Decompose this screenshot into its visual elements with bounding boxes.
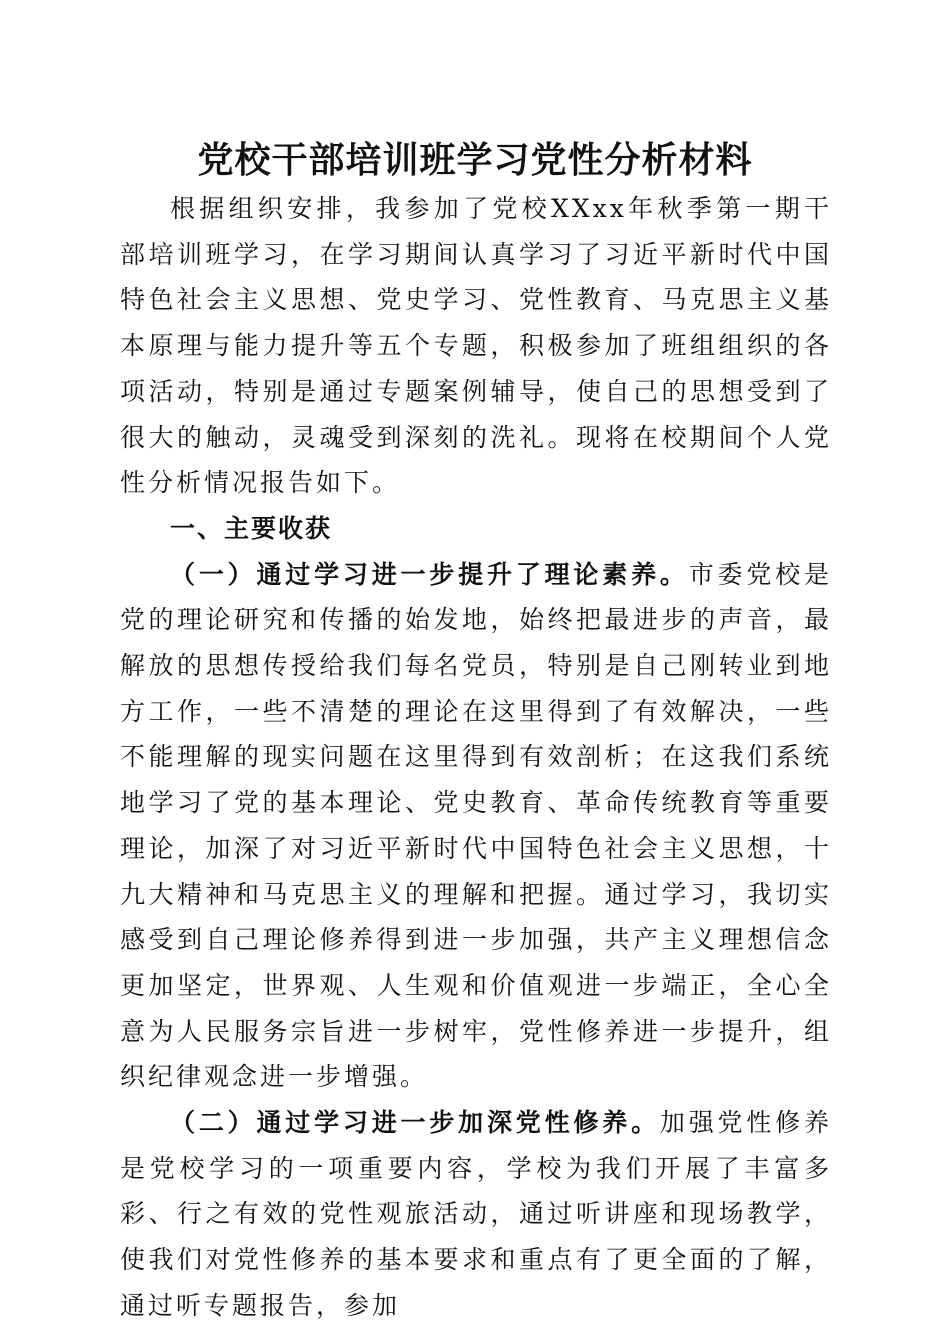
paragraph-item-2 bbox=[120, 1100, 832, 1329]
intro-paragraph: 根据组织安排，我参加了党校XXxx年秋季第一期干部培训班学习，在学习期间认真学习了习近平新时代中国特色社会主义思想、党史学习、党性教育、马克思主义基本原理与能力提升等五个专题，积极参加了班组组织的各项活动，特别是通过专题案例辅导，使自己的思想受到了很大的触动，灵魂受到深刻的洗礼。现将在校期间个人党性分析情况报告如下。 bbox=[120, 194, 832, 498]
item-2-subtitle: （二）通过学习进一步加深党性修养。 bbox=[170, 1108, 660, 1138]
document-title: 党校干部培训班学习党性分析材料 bbox=[197, 139, 753, 181]
item-1-text: 市委党校是党的理论研究和传播的始发地，始终把最进步的声音，最解放的思想传授给我们每名党员，特别是自己刚转业到地方工作，一些不清楚的理论在这里得到了有效解决，一些不能理解的现实问题在这里得到有效剖析；在这我们系统地学习了党的基本理论、党史教育、革命传统教育等重要理论，加深了对习近平新时代中国特色社会主义思想，十九大精神和马克思主义的理解和把握。通过学习，我切实感受到自己理论修养得到进一步加强，共产主义理想信念更加坚定，世界观、人生观和价值观进一步端正，全心全意为人民服务宗旨进一步树牢，党性修养进一步提升，组织纪律观念进一步增强。 bbox=[120, 559, 832, 1092]
item-1-subtitle: （一）通过学习进一步提升了理论素养。 bbox=[170, 559, 689, 589]
document-body bbox=[120, 186, 832, 1329]
section-heading: 一、主要收获 bbox=[170, 513, 333, 543]
paragraph-item-1 bbox=[120, 552, 832, 1100]
item-2-text: 加强党性修养是党校学习的一项重要内容，学校为我们开展了丰富多彩、行之有效的党性观旅活动，通过听讲座和现场教学，使我们对党性修养的基本要求和重点有了更全面的了解，通过听专题报告，参加 bbox=[120, 1108, 832, 1320]
